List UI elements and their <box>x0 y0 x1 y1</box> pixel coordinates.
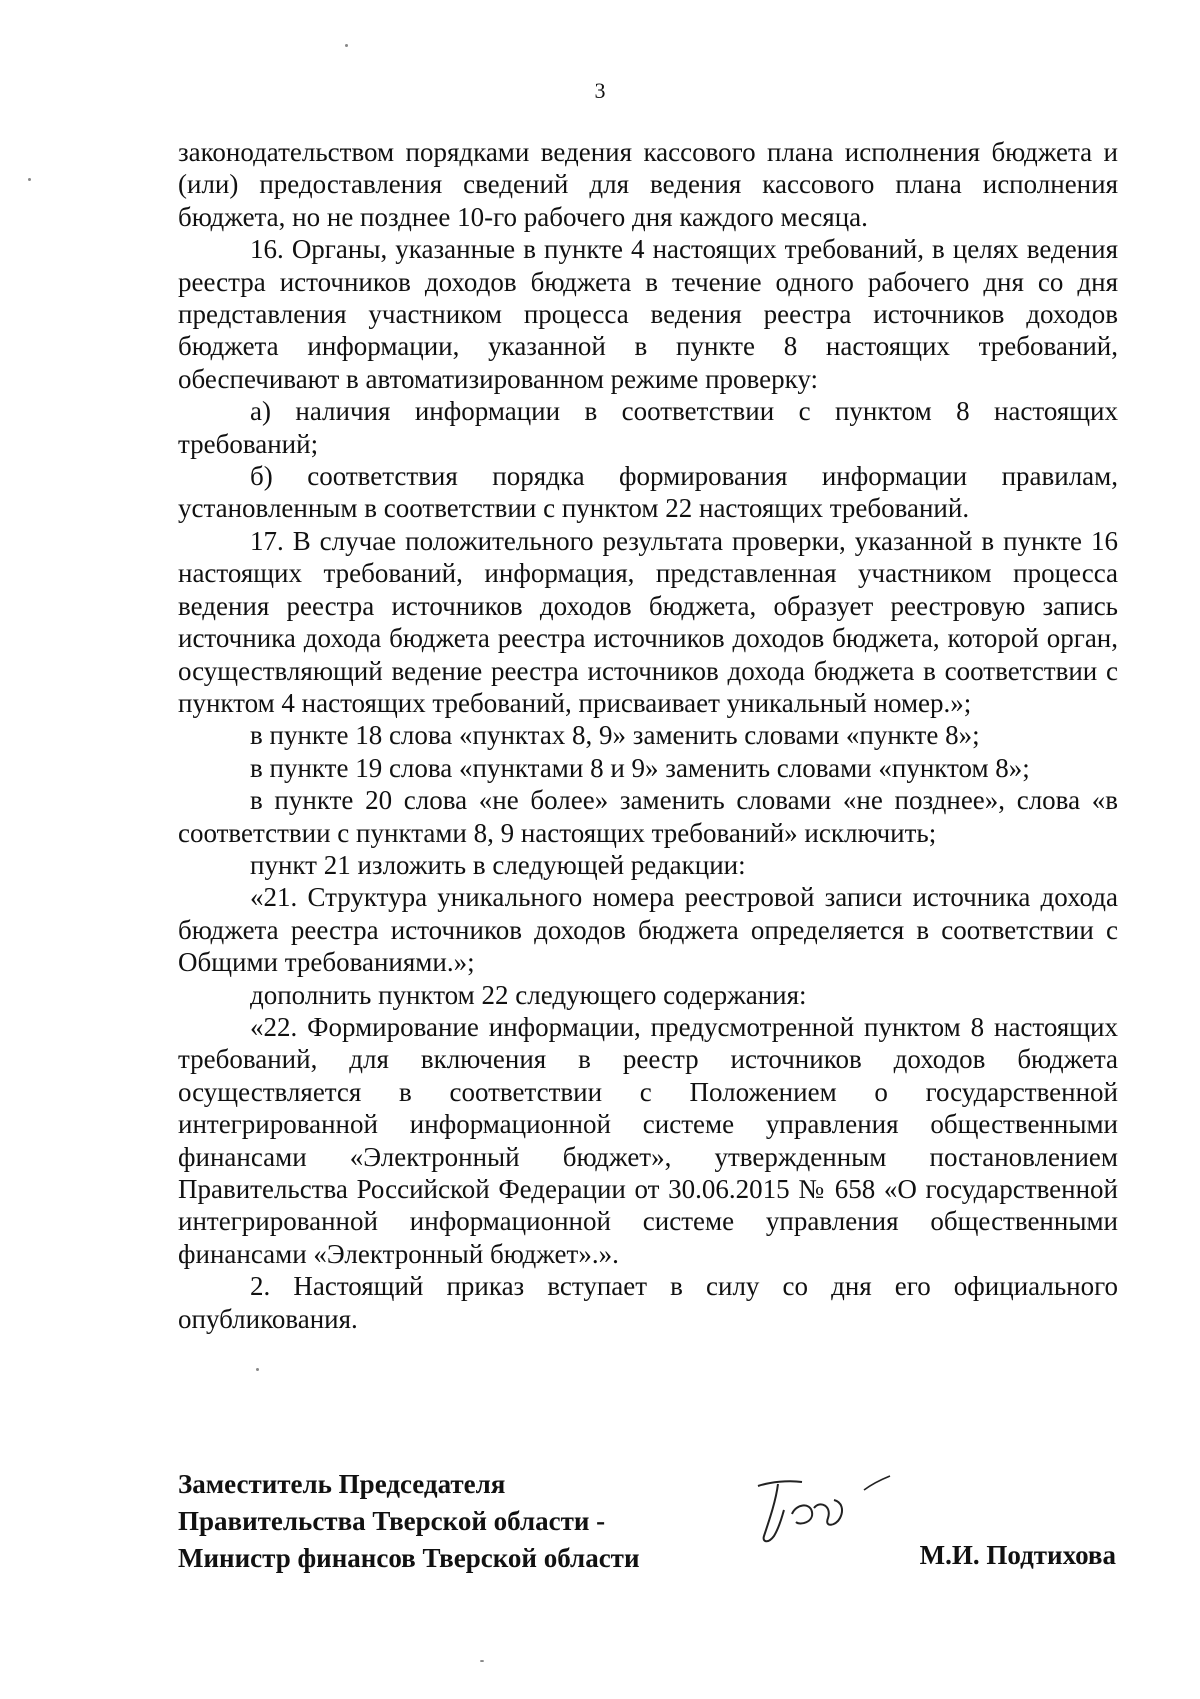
page-number: 3 <box>594 78 606 103</box>
paragraph-amend-20: в пункте 20 слова «не более» заменить словами «не позднее», слова «в соответствии с пунктами 8, 9 настоящих требований» исключить; <box>178 785 1118 848</box>
paragraph-subitem-b: б) соответствия порядка формирования информации правилам, установленным в соответствии с пунктом 22 настоящих требований. <box>178 461 1118 524</box>
paragraph-item-17: 17. В случае положительного результата проверки, указанной в пункте 16 настоящих требований, информация, представленная участником процесса ведения реестра источников доходов бюджета, образует реестровую запись источника дохода бюджета реестра источников доходов бюджета, которой орган, осуществляющий ведение реестра источников дохода бюджета в соответствии с пунктом 4 настоящих требований, присваивает уникальный номер.»; <box>178 525 1118 718</box>
paragraph-amend-18: в пункте 18 слова «пунктах 8, 9» заменить словами «пункте 8»; <box>250 720 980 751</box>
signatory-title-line: Правительства Тверской области - <box>178 1506 606 1536</box>
scan-speck <box>480 1660 484 1662</box>
signatory-title-line: Заместитель Председателя <box>178 1469 506 1499</box>
handwritten-signature <box>740 1466 900 1556</box>
paragraph-effective-date: 2. Настоящий приказ вступает в силу со дня его официального опубликования. <box>178 1271 1118 1334</box>
signatory-title-line: Министр финансов Тверской области <box>178 1543 640 1573</box>
paragraph-amend-21-intro: пункт 21 изложить в следующей редакции: <box>250 849 746 880</box>
paragraph-amend-19: в пункте 19 слова «пунктами 8 и 9» заменить словами «пунктом 8»; <box>250 752 1030 783</box>
signatory-name: М.И. Подтихова <box>919 1540 1116 1570</box>
signatory-title <box>178 1466 640 1577</box>
paragraph-amend-22-intro: дополнить пунктом 22 следующего содержания: <box>250 979 807 1010</box>
paragraph-item-22: «22. Формирование информации, предусмотренной пунктом 8 настоящих требований, для включения в реестр источников доходов бюджета осуществляется в соответствии с Положением о государственной интегрированной информационной системе управления общественными финансами «Электронный бюджет», утвержденным постановлением Правительства Российской Федерации от 30.06.2015 № 658 «О государственной интегрированной информационной системе управления общественными финансами «Электронный бюджет».». <box>178 1011 1118 1269</box>
scan-speck <box>345 44 348 47</box>
scan-speck <box>28 178 31 181</box>
paragraph-item-16: 16. Органы, указанные в пункте 4 настоящих требований, в целях ведения реестра источников доходов бюджета в течение одного рабочего дня со дня представления участником процесса ведения реестра источников доходов бюджета информации, указанной в пункте 8 настоящих требований, обеспечивают в автоматизированном режиме проверку: <box>178 234 1118 394</box>
paragraph-subitem-a: а) наличия информации в соответствии с пунктом 8 настоящих требований; <box>178 396 1118 459</box>
scan-speck <box>256 1368 259 1371</box>
paragraph-item-21: «21. Структура уникального номера реестровой записи источника дохода бюджета реестра источников доходов бюджета определяется в соответствии с Общими требованиями.»; <box>178 882 1118 978</box>
paragraph-continuation: законодательством порядками ведения кассового плана исполнения бюджета и (или) предоставления сведений для ведения кассового плана исполнения бюджета, но не позднее 10-го рабочего дня каждого месяца. <box>178 137 1118 232</box>
document-body <box>178 136 1118 1335</box>
